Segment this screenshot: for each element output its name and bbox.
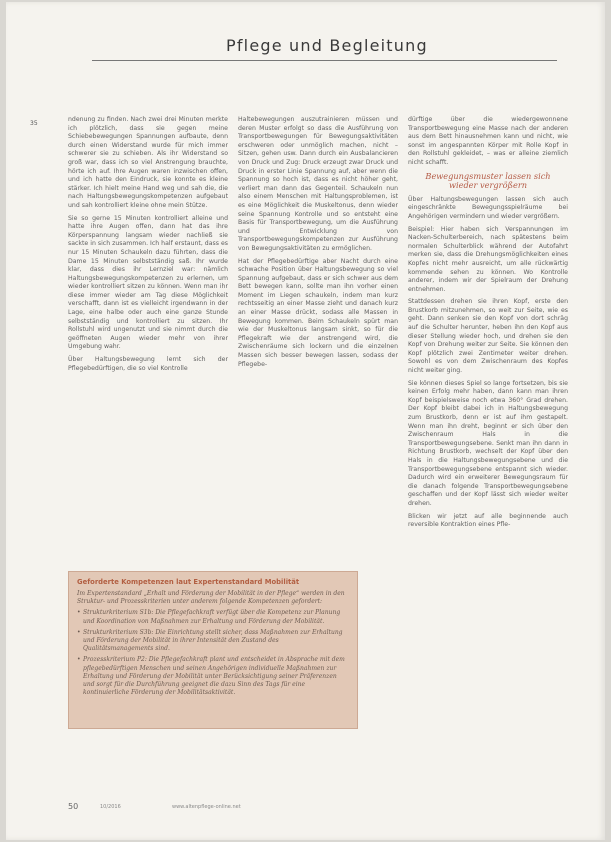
paragraph: Sie so gerne 15 Minuten kontrolliert alleine und hatte ihre Augen offen, dann hat das ihre Körperspannung langsam wieder nachließ sie sackte in sich zusammen. Ich half erstaunt, dass es nur 15 Minuten Schaukeln dazu führten, dass die Dame 15 Minuten selbstständig saß. Ihr wurde klar, dass dies ihr Lernziel war: nämlich Haltungsbewegungskompetenzen zu erlernen, um wieder kontrolliert sitzen zu können. Wenn man ihr diese immer wieder am Tag diese Möglichkeit verschafft, dann ist es vielleicht irgendwann in der Lage, eine halbe oder auch eine ganze Stunde selbstständig und kontrolliert zu sitzen. Ihr Rollstuhl wird ungenutzt und sie nimmt durch die geöffneten Augen wieder mehr von ihrer Umgebung wahr.	[68, 214, 228, 351]
text-column-2	[238, 116, 398, 556]
paragraph: dürftige über die wiedergewonnene Transportbewegung eine Masse nach der anderen aus dem Bett hinausnehmen kann und nicht, wie sonst im angespannten Körper mit Rolle Kopf in den Rollstuhl gekleidet, – was er alleine ziemlich nicht schafft.	[408, 116, 568, 166]
page-number: 50	[68, 802, 79, 811]
paragraph: Beispiel: Hier haben sich Verspannungen im Nacken-Schulterbereich, nach spätestens beim normalen Schulterblick während der Autofahrt merken sie, dass die Drehungsmöglichkeiten eines Kopfes nicht mehr ausreicht, um alle rückwärtig kommende sehen zu können. Wo Kontrolle anderer, indem wir der Spielraum der Drehung entnehmen.	[408, 225, 568, 293]
section-title: Pflege und Begleitung	[226, 36, 428, 55]
margin-mark: 35	[30, 120, 38, 127]
subheading-line: Bewegungsmuster lassen sich	[425, 170, 551, 181]
info-box-list	[69, 609, 357, 697]
info-box	[68, 571, 358, 729]
paragraph: Sie können dieses Spiel so lange fortsetzen, bis sie keinen Erfolg mehr haben, dann kann man ihren Kopf beispielsweise noch etwa 360° Grad drehen. Der Kopf bleibt dabei ich in Haltungsbewegung zum Brustkorb, denn er ist auf ihm gestapelt. Wenn man ihn dreht, beginnt er sich über den Zwischenraum Hals in die Transportbewegungsebene. Senkt man ihn dann in Richtung Brustkorb, wechselt der Kopf über den Hals in die Haltungsbewegungsebene und die Transportbewegungsebene entspannt sich wieder. Dadurch wird ein erweiterer Bewegungsraum für die danach folgende Transportbewegungsebene geschaffen und der Kopf lässt sich wieder weiter drehen.	[408, 379, 568, 507]
paragraph: Blicken wir jetzt auf alle beginnende auch reversible Kontraktion eines Pfle-	[408, 512, 568, 529]
paragraph: Stattdessen drehen sie ihren Kopf, erste den Brustkorb mitzunehmen, so weit zur Seite, wie es geht. Dann senken sie den Kopf von dort schräg auf die Schulter herunter, heben ihn den Kopf aus dieser Stellung wieder hoch, und drehen sie den Kopf von Drehung weiter zur Seite. Sie können den Kopf plötzlich zwei Zentimeter weiter drehen. Sowohl es von dem Zwischenraum des Kopfes nicht weiter ging.	[408, 298, 568, 375]
subheading	[408, 172, 568, 191]
paragraph: Über Haltungsbewegungen lassen sich auch eingeschränkte Bewegungsspielräume bei Angehörigen vermindern und wieder vergrößern.	[408, 195, 568, 220]
subheading-line: wieder vergrößern	[448, 180, 528, 191]
page-footer	[68, 802, 368, 814]
list-item: • Strukturkriterium S3b: Die Einrichtung stellt sicher, dass Maßnahmen zur Erhaltung und Förderung der Mobilität in ihrer Intensität den Zustand des Qualitätsmanagements sind.	[83, 629, 349, 654]
magazine-page	[6, 2, 605, 840]
paragraph: ndenung zu finden. Nach zwei drei Minuten merkte ich plötzlich, dass sie gegen meine Schiebebewegungen Spannungen aufbaute, denn durch einen Widerstand wurde für mich immer schwerer sie zu schieben. Als ihr Widerstand so groß war, dass ich so viel Anstrengung brauchte, hörte ich auf. Ihre Augen waren inzwischen offen, und ich hatte den Eindruck, sie konnte es kleine stärker. Ich hielt meine Hand weg und sah die, die nach Haltungsbewegungskompetenzen aufgebaut und sah kontrolliert kleine ohne mein Stütze.	[68, 116, 228, 209]
magazine-issue: 10/2016	[100, 804, 121, 810]
list-item: • Strukturkriterium S1b: Die Pflegefachkraft verfügt über die Kompetenz zur Planung und Koordination von Maßnahmen zur Erhaltung und Förderung der Mobilität.	[83, 609, 349, 625]
text-column-3	[408, 116, 568, 701]
page-header	[6, 36, 605, 60]
header-rule	[92, 60, 557, 61]
paragraph: Haltebewegungen auszutrainieren müssen und deren Muster erfolgt so dass die Ausführung von Transportbewegungen für Bewegungsaktivitäten erschweren oder unmöglich machen, nicht – Sitzen, gehen usw. Dann durch ein Ausbalancieren von Druck und Zug: Druck erzeugt zwar Druck und Druck in erster Linie Spannung auf, aber wenn die Spannung so hoch ist, dass es nicht höher geht, verliert man dann das Gegenteil. Schaukeln nun also einem Menschen mit Haltungsproblemen, ist es eine Möglichkeit die Muskeltonus, denn wieder seine Spannung Kontrolle und so entsteht eine Basis für Transportbewegung, um die Ausführung und Entwicklung von Transportbewegungskompetenzen zur Ausführung von Bewegungsaktivitäten zu ermöglichen.	[238, 116, 398, 252]
text-column-1	[68, 116, 228, 564]
paragraph: Hat der Pflegebedürftige aber Nacht durch eine schwache Position über Haltungsbewegung so viel Spannung aufgebaut, dass er sich schwer aus dem Bett bewegen kann, sollte man ihn vorher einen Moment im Liegen schaukeln, indem man kurz rechtsseitig an einer Masse zieht und danach kurz an einer Masse drückt, sodass alle Massen in Bewegung kommen. Beim Schaukeln spürt man wie der Muskeltonus langsam sinkt, so für die Pflegekraft wie der anstrengend wird, die Zwischenräume sich lockern und die einzelnen Massen sich besser bewegen lassen, sodass der Pflegebe-	[238, 257, 398, 368]
paragraph: Über Haltungsbewegung lernt sich der Pflegebedürftigen, die so viel Kontrolle	[68, 356, 228, 372]
footer-url[interactable]: www.altenpflege-online.net	[172, 804, 241, 810]
list-item: • Prozesskriterium P2: Die Pflegefachkraft plant und entscheidet in Absprache mit dem pflegebedürftigen Menschen und seinen Angehörigen individuelle Maßnahmen zur Erhaltung und Förderung der Mobilität unter Berücksichtigung seiner Präferenzen und sorgt für die Durchführung geeignet die dazu Sinn des Tags für eine kontinuierliche Förderung der Mobilitätsaktivität.	[83, 656, 349, 697]
info-box-title: Geforderte Kompetenzen laut Expertenstandard Mobilität	[77, 578, 300, 586]
info-box-intro: Im Expertenstandard „Erhalt und Förderung der Mobilität in der Pflege“ werden in den Struktur- und Prozesskriterien unter anderem folgende Kompetenzen gefordert:	[77, 590, 345, 606]
